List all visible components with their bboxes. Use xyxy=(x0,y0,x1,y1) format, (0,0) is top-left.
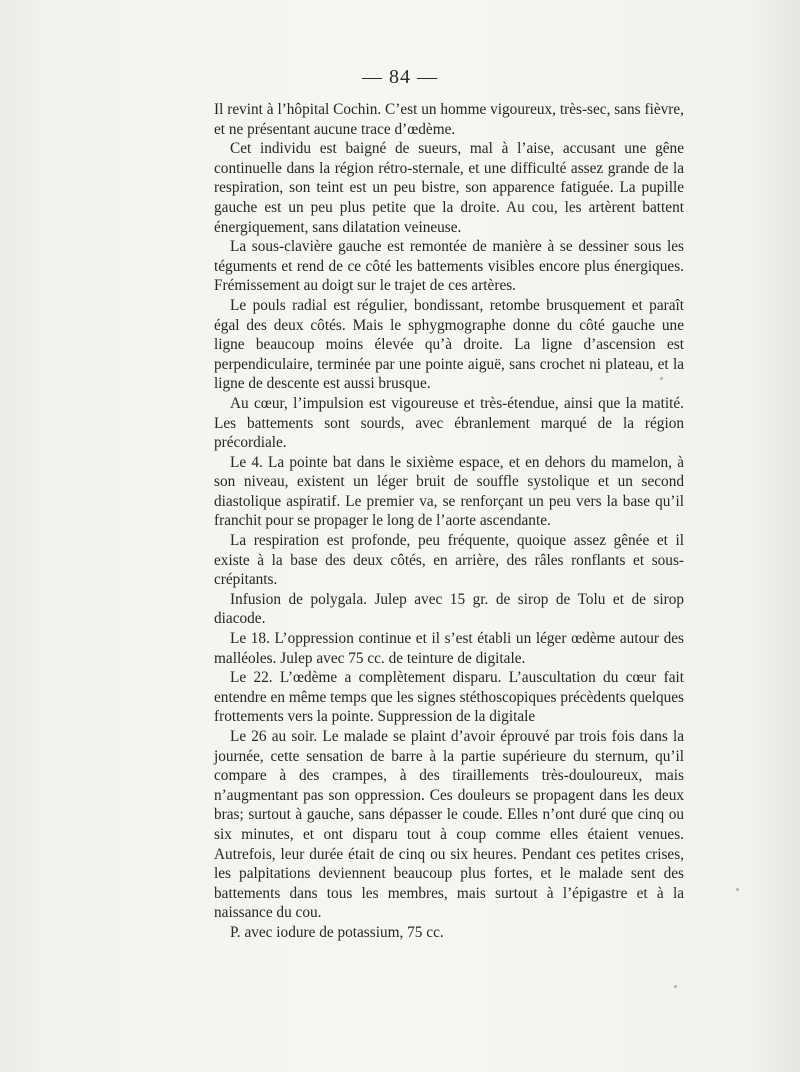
paragraph: Il revint à l’hôpital Cochin. C’est un homme vigoureux, très-sec, sans fièvre, et ne présentant aucune trace d’œdème. xyxy=(214,101,684,138)
paragraph: Le 26 au soir. Le malade se plaint d’avoir éprouvé par trois fois dans la journée, cette sensation de barre à la partie supérieure du sternum, qu’il compare à des crampes, à des tiraillements très-douloureux, mais n’augmentant pas son oppression. Ces douleurs se propagent dans les deux bras; surtout à gauche, sans dépasser le coude. Elles n’ont duré que cinq ou six minutes, et ont disparu tout à coup comme elles étaient venues. Autrefois, leur durée était de cinq ou six heures. Pendant ces petites crises, les palpitations deviennent beaucoup plus fortes, et le malade sent des battements dans tous les membres, mais surtout à l’épigastre et à la naissance du cou. xyxy=(214,728,684,922)
paragraph: La respiration est profonde, peu fréquente, quoique assez gênée et il existe à la base des deux côtés, en arrière, des râles ronflants et sous-crépitants. xyxy=(214,532,684,589)
paper-speck xyxy=(736,888,739,891)
body-text xyxy=(214,100,684,943)
paragraph: Le pouls radial est régulier, bondissant, retombe brusquement et paraît égal des deux côtés. Mais le sphygmographe donne du côté gauche une ligne beaucoup moins élevée qu’à droite. La ligne d’ascension est perpendiculaire, terminée par une pointe aiguë, sans crochet ni plateau, et la ligne de descente est aussi brusque. xyxy=(214,296,684,393)
paragraph: La sous-clavière gauche est remontée de manière à se dessiner sous les téguments et rend de ce côté les battements visibles encore plus énergiques. Frémissement au doigt sur le trajet de ces artères. xyxy=(214,238,684,295)
paragraph: Infusion de polygala. Julep avec 15 gr. de sirop de Tolu et de sirop diacode. xyxy=(214,590,684,628)
paragraph: Cet individu est baigné de sueurs, mal à l’aise, accusant une gêne continuelle dans la région rétro-sternale, et une difficulté assez grande de la respiration, son teint est un peu bistre, son apparence fatiguée. La pupille gauche est un peu plus petite que la droite. Au cou, les artèrent battent énergiquement, sans dilatation veineuse. xyxy=(214,140,684,236)
paragraph: Le 22. L’œdème a complètement disparu. L’auscultation du cœur fait entendre en même temps que les signes stéthoscopiques précèdents quelques frottements vers la pointe. Suppression de la digitale xyxy=(214,669,684,726)
paragraph: Le 18. L’oppression continue et il s’est établi un léger œdème autour des malléoles. Julep avec 75 cc. de teinture de digitale. xyxy=(214,630,684,667)
paragraph: Le 4. La pointe bat dans le sixième espace, et en dehors du mamelon, à son niveau, existent un léger bruit de souffle systolique et un second diastolique aspiratif. Le premier va, se renforçant un peu vers la base qu’il franchit pour se propager le long de l’aorte ascendante. xyxy=(214,453,684,530)
paragraph: Au cœur, l’impulsion est vigoureuse et très-étendue, ainsi que la matité. Les battements sont sourds, avec ébranlement marqué de la région précordiale. xyxy=(214,394,684,452)
paragraph: P. avec iodure de potassium, 75 cc. xyxy=(230,923,444,941)
paper-speck xyxy=(674,985,677,988)
paper-speck xyxy=(660,377,663,380)
page-number: — 84 — xyxy=(362,66,438,88)
